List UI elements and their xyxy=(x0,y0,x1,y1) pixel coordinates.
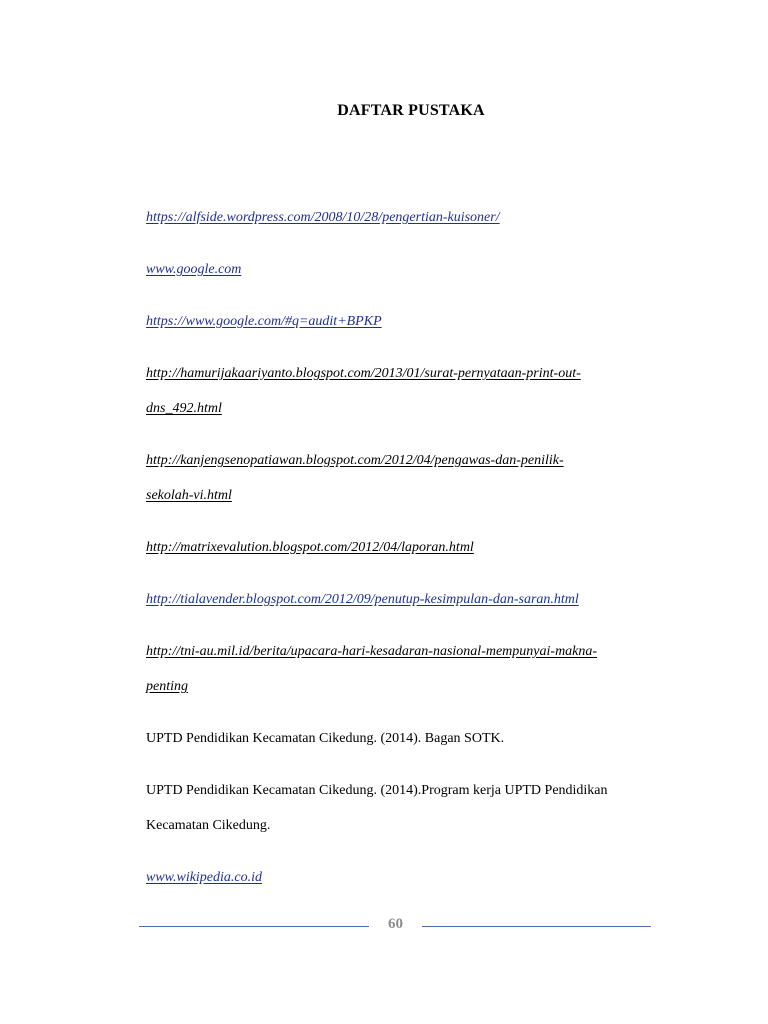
reference-link[interactable]: http://tialavender.blogspot.com/2012/09/penutup-kesimpulan-dan-saran.html xyxy=(146,592,579,607)
footer-rule-left xyxy=(139,926,369,927)
reference-link[interactable]: www.google.com xyxy=(146,262,242,277)
reference-link[interactable]: http://kanjengsenopatiawan.blogspot.com/2012/04/pengawas-dan-penilik- xyxy=(146,453,564,468)
reference-item[interactable] xyxy=(146,252,676,287)
reference-link-continued[interactable]: sekolah-vi.html xyxy=(146,488,232,503)
reference-link[interactable]: http://tni-au.mil.id/berita/upacara-hari-kesadaran-nasional-mempunyai-makna- xyxy=(146,644,598,659)
reference-text: UPTD Pendidikan Kecamatan Cikedung. (2014).Program kerja UPTD Pendidikan xyxy=(146,783,608,798)
reference-item[interactable] xyxy=(146,304,676,339)
footer-rule-right xyxy=(422,926,651,927)
reference-list xyxy=(146,200,676,912)
reference-link-continued[interactable]: penting xyxy=(146,679,188,694)
reference-link[interactable]: http://matrixevalution.blogspot.com/2012/04/laporan.html xyxy=(146,540,474,555)
reference-link[interactable]: www.wikipedia.co.id xyxy=(146,870,263,885)
reference-link[interactable]: http://hamurijakaariyanto.blogspot.com/2013/01/surat-pernyataan-print-out- xyxy=(146,366,581,381)
reference-text: UPTD Pendidikan Kecamatan Cikedung. (2014). Bagan SOTK. xyxy=(146,731,505,746)
page-title: DAFTAR PUSTAKA xyxy=(337,102,485,119)
reference-item[interactable] xyxy=(146,582,676,617)
reference-link-continued[interactable]: dns_492.html xyxy=(146,401,222,416)
reference-item[interactable] xyxy=(146,356,676,426)
reference-item[interactable] xyxy=(146,443,676,513)
reference-text-continued: Kecamatan Cikedung. xyxy=(146,818,271,833)
reference-item[interactable] xyxy=(146,530,676,565)
reference-item xyxy=(146,721,676,756)
reference-item[interactable] xyxy=(146,860,676,895)
reference-item[interactable] xyxy=(146,634,676,704)
reference-link[interactable]: https://alfside.wordpress.com/2008/10/28/pengertian-kuisoner/ xyxy=(146,210,500,225)
page-number: 60 xyxy=(388,916,403,932)
page-footer xyxy=(139,916,651,936)
reference-item xyxy=(146,773,676,843)
reference-link[interactable]: https://www.google.com/#q=audit+BPKP xyxy=(146,314,382,329)
reference-item[interactable] xyxy=(146,200,676,235)
